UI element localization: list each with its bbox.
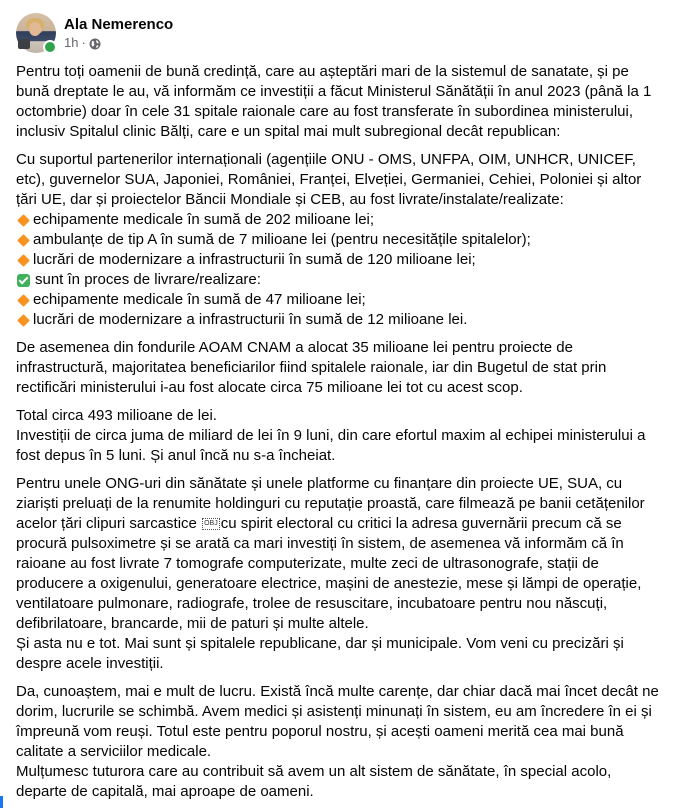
post-subline [64, 34, 173, 51]
globe-icon[interactable] [89, 37, 101, 49]
list-item: lucrări de modernizare a infrastructurii în sumă de 12 milioane lei. [16, 310, 662, 330]
paragraph-closing: Da, cunoaștem, mai e mult de lucru. Există încă multe carențe, dar chiar dacă mai încet decât ne dorim, lucrurile se schimbă. Avem medici și asistenți minunați în sistem, eu am încredere în ei și împreună vom reuși. Totul este pentru poporul nostru, și acești oameni merită cea mai bună calitate a serviciilor medicale. Mulțumesc tuturora care au contribuit să avem un alt sistem de sănătate, în special acolo, departe de capitală, mai aproape de oameni. [16, 683, 659, 800]
paragraph-ong: Pentru unele ONG-uri din sănătate și unele platforme cu finanțare din proiecte UE, SUA, cu ziariști preluați de la renumite holdinguri cu reputație proastă, care filmează pe banii cetățenilor acelor țări clipuri sarcastice OBJ cu spirit electoral cu critici la adresa guvernării precum că se procură pulsoximetre și se arată ca mari investiți în sistem, de asemenea vă informăm că în raioane au fost livrate 7 tomografe computerizate, multe zeci de ultrasonografe, stații de producere a oxigenului, generatoare electrice, mașini de anestezie, mese și lămpi de operație, ventilatoare pulmonare, radiografe, trolee de resuscitare, incubatoare pentru nou născuți, defibrilatoare, brancarde, mii de paturi și multe altele. Și asta nu e tot. Mai sunt și spitalele republicane, dar și municipale. Vom veni cu precizări și despre acele investiții. [16, 475, 645, 672]
object-replacement-icon: OBJ [202, 518, 220, 530]
list-item: echipamente medicale în sumă de 47 milioane lei; [16, 290, 662, 310]
orange-diamond-icon [17, 234, 30, 247]
paragraph-intro: Pentru toți oamenii de bună credință, care au așteptări mari de la sistemul de sanatate, și pe bună dreptate le au, vă informăm ce investiții a făcut Ministerul Sănătății în anul 2023 (până la 1 octombrie) doar în cele 31 spitale raionale care au fost transferate în subordinea ministerului, inclusiv Spitalul clinic Bălți, care e un spital mai mult subregional decât republican: [16, 63, 652, 140]
paragraph-partners [16, 150, 662, 330]
paragraph-aoam: De asemenea din fondurile AOAM CNAM a alocat 35 milioane lei pentru proiecte de infrastructură, majoritatea beneficiarilor fiind spitalele raionale, iar din Bugetul de stat prin rectificări ministerului i-au fost alocate circa 75 milioane lei tot cu acest scop. [16, 339, 607, 396]
paragraph-total: Total circa 493 milioane de lei. Investiții de circa juma de miliard de lei în 9 luni, din care efortul maxim al echipei ministerului a fost depus în 5 luni. Și anul încă nu s-a încheiat. [16, 407, 646, 464]
in-progress-header: sunt în proces de livrare/realizare: [16, 270, 662, 290]
orange-diamond-icon [17, 294, 30, 307]
list-item: echipamente medicale în sumă de 202 milioane lei; [16, 210, 662, 230]
author-avatar[interactable] [16, 13, 56, 53]
orange-diamond-icon [17, 214, 30, 227]
post-header [16, 12, 173, 54]
check-mark-icon [17, 274, 30, 287]
separator-dot: · [81, 35, 86, 50]
orange-diamond-icon [17, 254, 30, 267]
post-meta [64, 15, 173, 51]
orange-diamond-icon [17, 314, 30, 327]
online-status-icon [43, 40, 57, 54]
list-item: lucrări de modernizare a infrastructurii în sumă de 120 milioane lei; [16, 250, 662, 270]
post-timestamp-link[interactable]: 1h [64, 35, 79, 50]
author-name-link[interactable]: Ala Nemerenco [64, 16, 174, 33]
list-item: ambulanțe de tip A în sumă de 7 milioane lei (pentru necesitățile spitalelor); [16, 230, 662, 250]
focus-edge-marker [0, 796, 3, 808]
partners-text: Cu suportul partenerilor internaționali (agențiile ONU - OMS, UNFPA, OIM, UNHCR, UNICEF, etc), guvernelor SUA, Japoniei, României, Franței, Elveției, Germaniei, Cehiei, Poloniei și altor țări UE, dar și proiectelor Băncii Mondiale și CEB, au fost livrate/instalate/realizate: [16, 151, 642, 208]
post-text [16, 62, 662, 810]
